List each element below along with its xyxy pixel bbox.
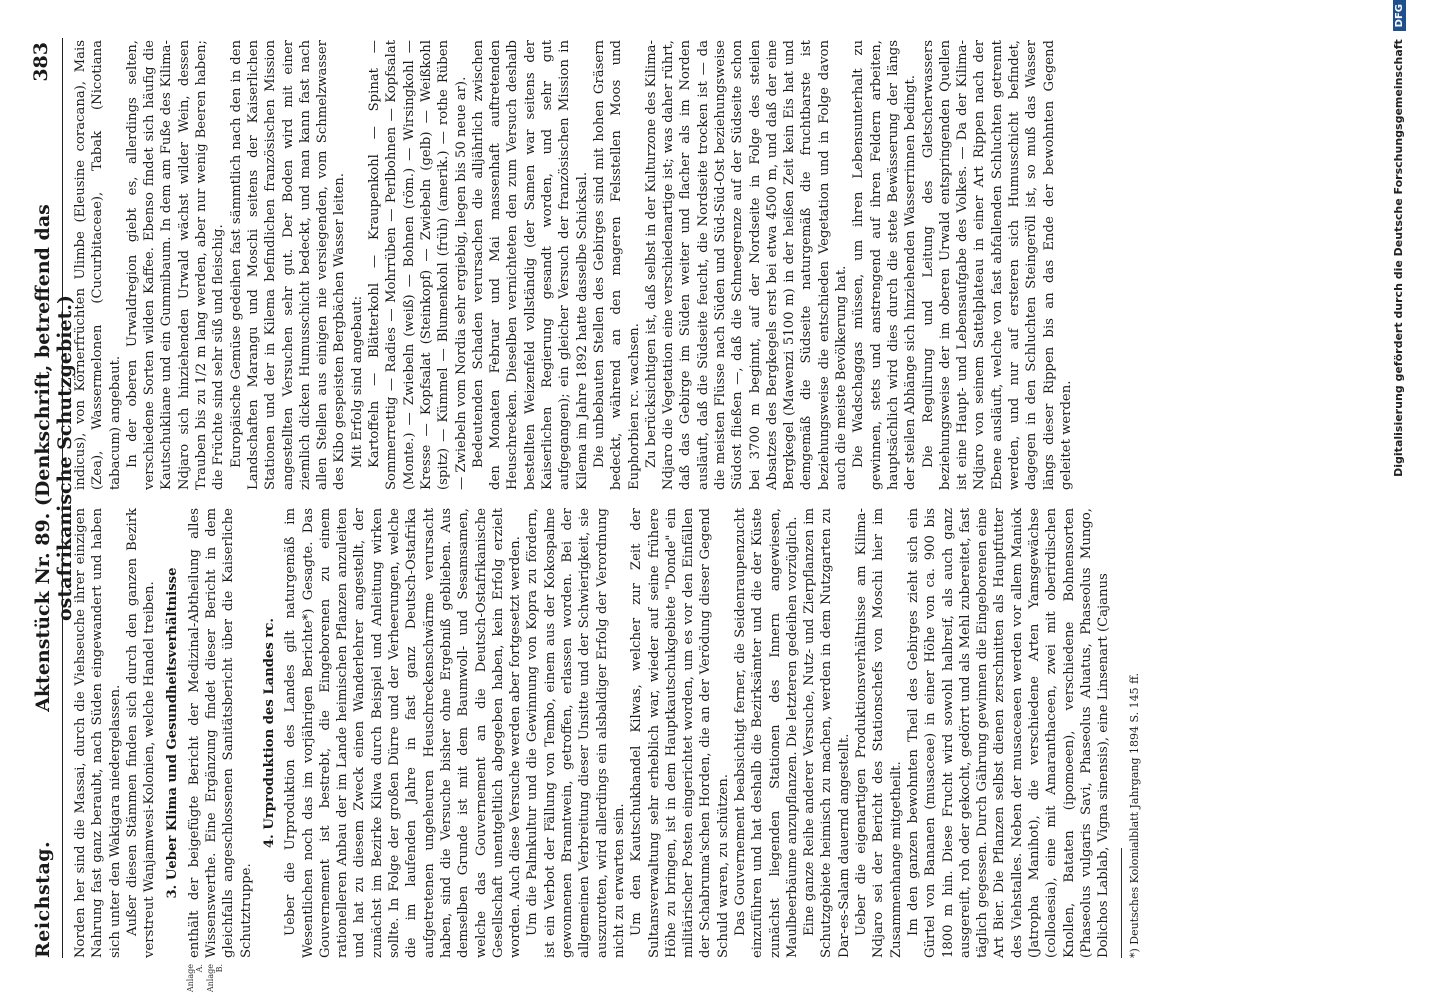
paragraph: Die Wadschaggas müssen, um ihren Lebensunterhalt zu gewinnen, stets und anstrengend auf ihren Feldern arbeiten, hauptsächlich wird dies durch die stete Bewässerung der längs der steilen Abhänge sich hinziehenden Wasserrinnen bedingt. <box>851 40 919 490</box>
paragraph: enthält der beigefügte Bericht der Medizinal-Abtheilung alles Wissenswerthe. Eine Ergänzung findet dieser Bericht in dem gleichfalls angeschlossenen Sanitätsbericht über die Kaiserliche Schutztruppe. <box>186 508 254 958</box>
paragraph: Die Regulirung und Leitung des Gletscherwassers beziehungsweise der im oberen Urwald entspringenden Quellen ist eine Haupt- und Lebensaufgabe des Volkes. — Da der Kilima-Ndjaro von seinem Sattelplateau in einer Art Rippen nach der Ebene ausläuft, welche von fast abfallenden Schluchten getrennt werden, und nur auf ersteren sich Humusschicht befindet, dagegen in den Schluchten Steingeröll ist, so muß das Wasser längs dieser Rippen bis an das Ende der bewohnten Gegend geleitet werden. <box>920 40 1074 490</box>
paragraph: In der oberen Urwaldregion giebt es, allerdings selten, verschiedene Sorten wilden Kaffee. Ebenso findet sich häufig die Kautschukliane und ein Gummibaum. In dem am Fuße des Kilima-Ndjaro sich hinziehenden Urwald wächst wilder Wein, dessen Trauben bis zu 1/2 m lang werden, aber nur wenig Beeren haben; die Früchte sind sehr süß und fleischig. <box>124 40 227 490</box>
paragraph: Mit Erfolg sind angebaut: <box>349 295 365 468</box>
paragraph: Die unbebauten Stellen des Gebirges sind mit hohen Gräsern bedeckt, während an den mageren Felsstellen Moos und Euphorbien rc. wachsen. <box>591 40 642 490</box>
section-heading-4: 4. Urproduktion des Landes rc. <box>261 617 277 849</box>
paragraph: Im den ganzen bewohnten Theil des Gebirges zieht sich ein Gürtel von Bananen (musaceae) in einer Höhe von ca. 900 bis 1800 m hin. Diese Frucht wird sowohl halbreif, als auch ganz ausgereift, roh oder gekocht, gedörrt und als Mehl zubereitet, fast täglich gegessen. Durch Gährung gewinnen die Eingeborenen eine Art Bier. Die Pflanzen selbst dienen zerschnitten als Hauptfutter des Viehstalles. Neben der musaceaeen werden vor allem Maniok (Jatropha Manihot), die verschiedene Arten Yamsgewächse (colloaesia), eine mit Amaranthaceen, zwei mit oberirdischen Knollen, Bataten (ipomoeen), verschiedene Bohnensorten (Phaseolus vulgaris Savi, Phaseolus Aluatus, Phaseolus Mungo, Dolichos Lablab, Vigna sinensis), eine Linsenart (Cajanus <box>905 508 1112 958</box>
page-header <box>28 38 76 958</box>
credit-text: Digitalisierung gefördert durch die Deutsche Forschungsgemeinschaft <box>1392 39 1405 477</box>
left-column <box>72 508 1143 993</box>
margin-note-anlage-a: Anlage A. <box>185 964 204 993</box>
right-column <box>72 40 1075 490</box>
footnote: *) Deutsches Kolonialblatt Jahrgang 1894 S. 145 ff. <box>1127 672 1141 958</box>
section-heading-3: 3. Ueber Klima und Gesundheitsverhältnisse <box>165 567 181 899</box>
header-left: Reichstag. <box>32 840 54 958</box>
paragraph: indicus), von Körnerfrüchten Ulimbe (Eleusine coracana), Mais (Zea), Wassermelonen (Cucurbitaceae), Tabak (Nicotiana tabacum) angebaut. <box>73 40 123 490</box>
paragraph: Um den Kautschukhandel Kilwas, welcher zur Zeit der Sultansverwaltung sehr erheblich war, wieder auf seine frühere Höhe zu bringen, ist in dem Hauptkautschukgebiete "Donde" ein militärischer Posten eingerichtet worden, um es vor den Einfällen der Schabruma'schen Horden, die an der Verödung dieser Gegend Schuld waren, zu schützen. <box>629 508 731 958</box>
dfg-logo: DFG <box>1393 0 1406 31</box>
paragraph: Norden her sind die Massai, durch die Viehseuche ihrer einzigen Nahrung fast ganz beraubt, nach Süden eingewandert und haben sich unter den Wakigara niedergelassen. <box>73 508 123 958</box>
paragraph: Ueber die Urproduktion des Landes gilt naturgemäß im Wesentlichen noch das im vorjährigen Berichte*) Gesagte. Das Gouvernement ist bestrebt, die Eingeborenen zu einem rationelleren Anbau der im Lande heimischen Pflanzen anzuleiten und hat zu diesem Zweck einen Wanderlehrer angestellt, der zunächst im Bezirke Kilwa durch Beispiel und Anleitung wirken sollte. In Folge der großen Dürre und der Verheerungen, welche die im laufenden Jahre in fast ganz Deutsch-Ostafrika aufgetretenen ungeheuren Heuschreckenschwärme verursacht haben, sind die Versuche bisher ohne Ergebniß geblieben. Aus demselben Grunde ist mit dem Baumwoll- und Sesamsamen, welche das Gouvernement an die Deutsch-Ostafrikanische Gesellschaft unentgeltlich abgegeben haben, kein Erfolg erzielt worden. Auch diese Versuche werden aber fortgesetzt werden. <box>283 508 524 958</box>
paragraph: Zu berücksichtigen ist, daß selbst in der Kulturzone des Kilima-Ndjaro die Vegetation eine verschiedenartige ist; was daher rührt, daß das Gebirge im Süden weiter und flacher als im Norden ausläuft, daß die Südseite feucht, die Nordseite trocken ist — da die meisten Flüsse nach Süden und Süd-Süd-Ost beziehungsweise Südost fließen —, daß die Schneegrenze auf der Südseite schon bei 3700 m beginnt, auf der Nordseite in Folge des steilen Absatzes des Bergkegels erst bei etwa 4500 m, und daß der eine Bergkegel (Mawenzi 5100 m) in der heißen Zeit kein Eis hat und demgemäß die Südseite naturgemäß die fruchtbarste ist beziehungsweise die entschieden Vegetation und in Folge davon auch die meiste Bevölkerung hat. <box>643 40 850 490</box>
margin-note-anlage-b: Anlage B. <box>205 964 224 993</box>
footnote-rule <box>1121 848 1122 958</box>
paragraph: Ueber die eigenartigen Produktionsverhältnisse am Kilima-Ndjaro sei der Bericht des Stationschefs von Moschi hier im Zusammenhange mitgetheilt. <box>854 508 904 958</box>
document-page <box>28 38 1373 993</box>
paragraph: Bedeutenden Schaden verursachen die alljährlich zwischen den Monaten Februar und Mai massenhaft auftretenden Heuschrecken. Dieselben vernichteten den zum Versuch deshalb bestellten Weizenfeld vollständig (der Samen war seitens der Kaiserlichen Regierung gesandt worden, und sehr gut aufgegangen); ein gleicher Versuch der französischen Mission in Kilema im Jahre 1892 hatte dasselbe Schicksal. <box>470 40 590 490</box>
digitization-credit <box>1392 0 1422 1000</box>
paragraph: Das Gouvernement beabsichtigt ferner, die Seidenraupenzucht einzuführen und hat deshalb die Bezirksämter und die der Küste zunächst liegenden Stationen des Innern angewiesen, Maulbeerbäume anzupflanzen. Die letzteren gedeihen vorzüglich. <box>732 508 800 958</box>
vegetable-list: Kartoffeln — Blätterkohl — Kraupenkohl — Spinat — Sommerrettig — Radies — Mohrrüben — Perlbohnen — Kopfsalat (Monte.) — Zwiebeln (weiß) — Bohnen (röm.) — Wirsingkohl — Kresse — Kopfsalat (Steinkopf) — Zwiebeln (gelb) — Weißkohl (spitz) — Kümmel — Blumenkohl (früh) (amerik.) — rothe Rüben — Zwiebeln vom Nordia sehr ergiebig, liegen bis 50 neue ar). <box>367 40 469 490</box>
paragraph: Europäische Gemüse gedeihen fast sämmtlich nach den in den Landschaften Marangu und Moschi seitens der Kaiserlichen Stationen und der in Kilema befindlichen französischen Mission angestellten Versuchen sehr gut. Der Boden wird mit einer ziemlich dicken Humusschicht bedeckt, und man kann fast nach allen Stellen aus einigen nie versiegenden, vom Schmelzwasser des Kibo gespeisten Bergbächen Wasser leiten. <box>228 40 348 490</box>
paragraph: Um die Palmkultur und die Gewinnung von Kopra zu fördern, ist ein Verbot der Fällung von Tembo, einem aus der Kokospalme gewonnenen Branntwein, getroffen, erlassen worden. Bei der allgemeinen Verbreitung dieser Unsitte und der Schwierigkeit, sie auszurotten, wird allerdings ein alsbaldiger Erfolg der Verordnung nicht zu erwarten sein. <box>525 508 627 958</box>
paragraph: Eine ganze Reihe anderer Versuche, Nutz- und Zierpflanzen im Schutzgebiete heimisch zu machen, werden in dem Nutzgarten zu Dar-es-Salam dauernd angestellt. <box>802 508 852 958</box>
paragraph: Außer diesen Stämmen finden sich durch den ganzen Bezirk verstreut Wanjamwesi-Kolonien, welche Handel treiben. <box>124 508 158 958</box>
page-number: 383 <box>30 42 52 82</box>
header-title: Aktenstück Nr. 89. (Denkschrift, betreffend das ostafrikanische Schutzgebiet.) <box>32 204 76 712</box>
